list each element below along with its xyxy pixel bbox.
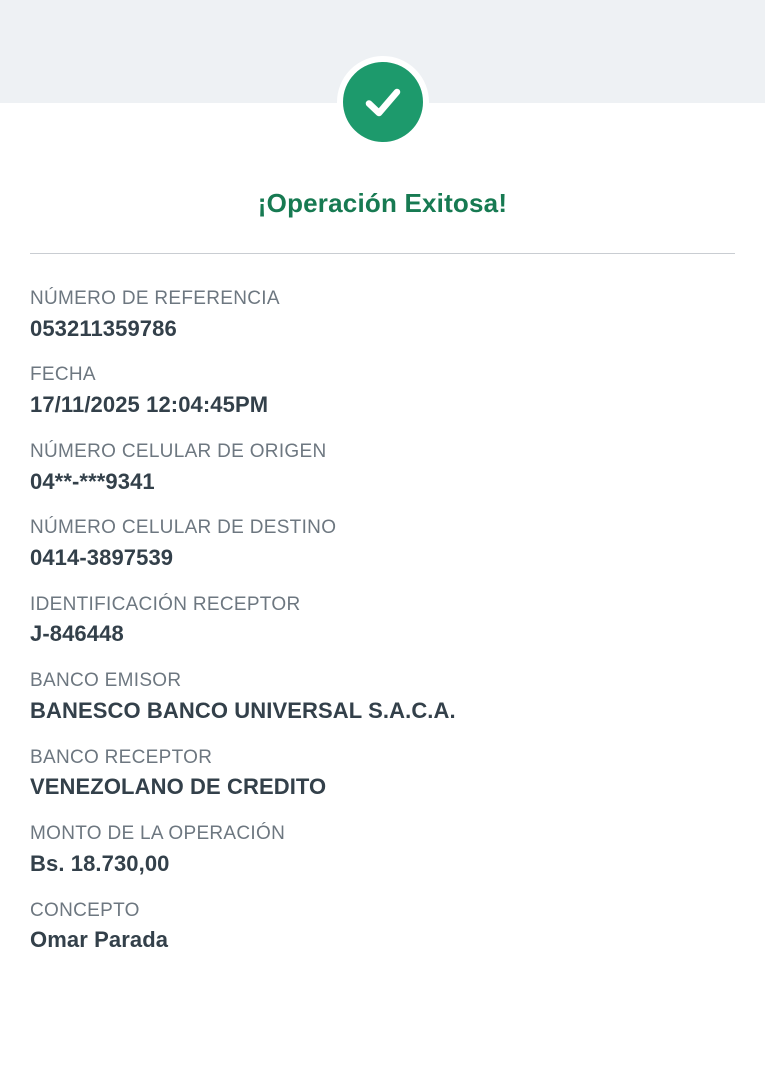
divider — [30, 253, 735, 254]
field-value: VENEZOLANO DE CREDITO — [30, 774, 327, 800]
field-value: Omar Parada — [30, 927, 169, 953]
field-label: NÚMERO CELULAR DE ORIGEN — [30, 440, 327, 462]
field-receiving-bank — [30, 745, 735, 803]
field-label: CONCEPTO — [30, 899, 140, 921]
field-label: MONTO DE LA OPERACIÓN — [30, 823, 286, 845]
field-issuing-bank — [30, 668, 735, 726]
field-value: 053211359786 — [30, 315, 177, 341]
field-label: NÚMERO DE REFERENCIA — [30, 288, 280, 309]
field-value: 17/11/2025 12:04:45PM — [30, 392, 269, 418]
field-reference — [30, 286, 735, 344]
field-value: BANESCO BANCO UNIVERSAL S.A.C.A. — [30, 697, 456, 723]
field-value: 0414-3897539 — [30, 544, 174, 570]
field-date — [30, 362, 735, 420]
field-value: 04**-***9341 — [30, 468, 155, 494]
receipt-fields — [30, 286, 735, 974]
check-circle-icon — [337, 56, 429, 148]
field-concept — [30, 898, 735, 956]
field-value: J-846448 — [30, 621, 124, 647]
field-origin-phone — [30, 439, 735, 497]
field-label: BANCO EMISOR — [30, 670, 182, 692]
page-title: ¡Operación Exitosa! — [257, 188, 508, 218]
field-label: IDENTIFICACIÓN RECEPTOR — [30, 593, 301, 615]
field-label: FECHA — [30, 364, 96, 386]
field-label: NÚMERO CELULAR DE DESTINO — [30, 517, 337, 539]
field-label: BANCO RECEPTOR — [30, 746, 213, 768]
field-value: Bs. 18.730,00 — [30, 850, 170, 876]
field-receiver-id — [30, 592, 735, 650]
field-destination-phone — [30, 515, 735, 573]
field-amount — [30, 821, 735, 879]
